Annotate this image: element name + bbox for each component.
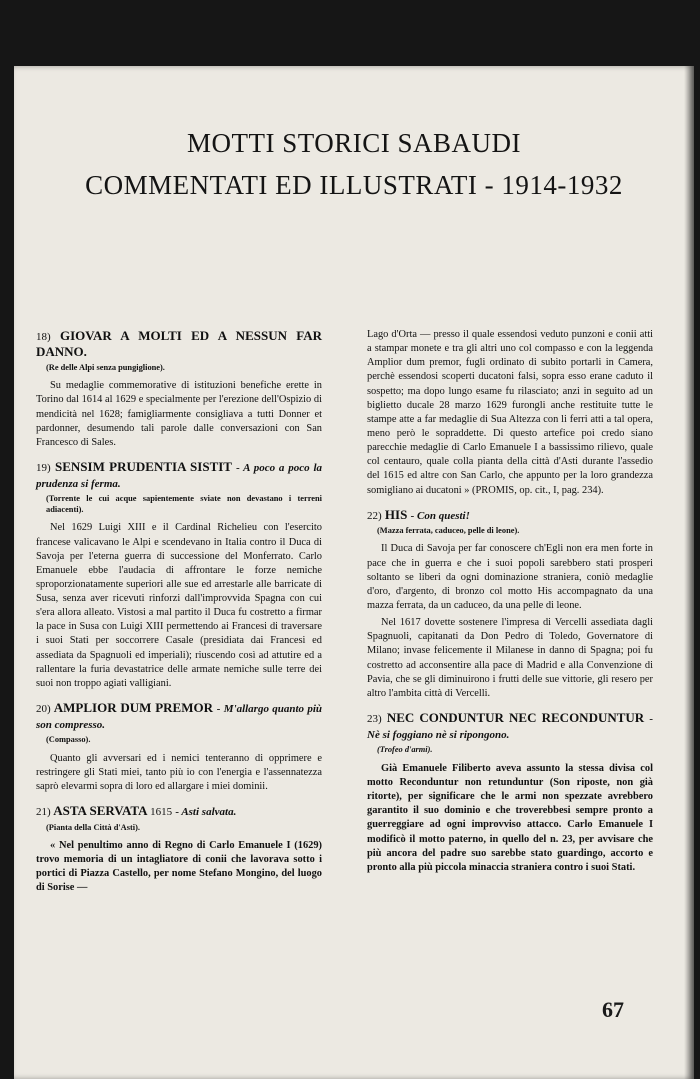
section-22 — [367, 507, 653, 701]
section-title: GIOVAR A MOLTI ED A NESSUN FAR DANNO. — [36, 328, 323, 360]
page-title-line-1: MOTTI STORICI SABAUDI — [186, 128, 521, 158]
section-note: (Torrente le cui acque sapientemente sviate non devastano i terreni adiacenti). — [46, 494, 322, 514]
page-number: 67 — [602, 997, 624, 1022]
section-title: NEC CONDUNTUR NEC RECONDUNTUR — [386, 709, 645, 725]
section-note: (Compasso). — [46, 735, 91, 745]
section-19 — [36, 459, 322, 691]
section-note: (Re delle Alpi senza pungiglione). — [46, 362, 165, 372]
book-page — [14, 66, 694, 1079]
section-motto: - Con questi! — [410, 509, 470, 522]
section-note: (Mazza ferrata, caduceo, pelle di leone). — [377, 525, 520, 535]
right-column — [367, 328, 653, 884]
section-title: SENSIM PRUDENTIA SISTIT — [55, 458, 232, 474]
section-heading — [36, 459, 322, 491]
section-number: 21) — [36, 806, 51, 819]
section-number: 23) — [367, 712, 382, 725]
section-number: 19) — [36, 461, 51, 474]
section-note: (Pianta della Città d'Asti). — [46, 822, 140, 832]
section-title: ASTA SERVATA — [53, 803, 147, 819]
left-column — [36, 328, 322, 905]
section-motto: - M'allargo quanto più son compresso. — [36, 703, 323, 732]
section-motto: - Asti salvata. — [175, 806, 237, 819]
section-20 — [36, 700, 322, 794]
section-title: AMPLIOR DUM PREMOR — [53, 700, 213, 716]
section-number: 18) — [36, 331, 51, 343]
paragraph: Il Duca di Savoja per far conoscere ch'Egli non era men forte in pace che in guerra e che i suoi popoli sarebbero stati prosperi soltanto se liberi da ogni dominazione straniera, coniò medaglie d'oro, d'argento, di bronzo col motto His accompagnato da una mazza ferrata, da un caduceo, da una pelle di leone. — [367, 543, 653, 611]
section-motto: - Nè si foggiano nè si ripongono. — [367, 712, 653, 742]
paragraph: Nel 1617 dovette sostenere l'impresa di Vercelli assediata dagli Spagnuoli, capitanati da Don Pedro di Toledo, Governatore di Milano; invase felicemente il Milanese in danno di Spagna; poi fu costretto ad acconsentire alla pace di Madrid e alla Convenzione di Pavia, che se gli diminuirono i frutti delle sue vittorie, gli resero per altro l'ambita città di Vercelli. — [367, 617, 653, 699]
section-heading — [36, 700, 322, 732]
section-heading — [367, 710, 653, 742]
section-heading — [36, 803, 322, 819]
section-23 — [367, 710, 653, 875]
section-18 — [36, 328, 322, 450]
paragraph-continued: Lago d'Orta — presso il quale essendosi veduto punzoni e conii atti a stampar monete e tra gli altri uno col compasso e con la leggenda Amplior dum premor, fugli ordinato di subito portarli in Camera, perchè essendosi scoperti ducatoni falsi, sopra esso erane caduto il sospetto; ma dopo lungo esame fu rilasciato; anzi in seguito ad un biglietto ducale 28 marzo 1629 furongli anche restituite tutte le stampe atte a far medaglie di Sua Altezza con li ferri atti a tal opera, meno però le sopraddette. Di questo artefice poi credo siano parecchie medaglie di Carlo Emanuele I a bassissimo rilievo, quale col centauro, quale colla pianta della città d'Asti durante l'assedio del 1615 ed altre con San Carlo, che appunto per la loro grandezza somigliano ai ducatoni » (PROMIS, op. cit., I, pag. 234). — [367, 329, 653, 496]
section-year: 1615 — [150, 806, 173, 819]
section-21 — [36, 803, 322, 895]
paragraph: Su medaglie commemorative di istituzioni benefiche erette in Torino dal 1614 al 1629 e specialmente per l'erezione dell'Ospizio di mendicità nel 1628; famigliarmente consigliava a tutti Donner et pardonner, desumendo tali parole dalle conversazioni con San Francesco di Sales. — [36, 380, 322, 448]
paragraph: Quanto gli avversari ed i nemici tenteranno di opprimere e restringere gli Stati miei, tanto più io con l'energia e l'assennatezza saprò elevarmi sopra di loro ed allargare i miei dominii. — [36, 752, 322, 793]
section-number: 22) — [367, 509, 382, 522]
paragraph: Nel 1629 Luigi XIII e il Cardinal Richelieu con l'esercito francese valicavano le Alpi e scendevano in Italia contro il Duca di Savoja per l'eterna guerra di successione del Monferrato. Carlo Emanuele ebbe l'audacia di affrontare le forze nemiche sproporzionatamente superiori alle sue ed arrestarle alle barricate di Susa, senza aver ricevuti rinforzi dall'improvvida Spagna con cui s'era allora alleato. Vistosi a mal partito il Duca fu costretto a firmar la pace in Susa con Luigi XIII permettendo ai Francesi di traversare i suoi Stati per soccorrere Casale (presidiata dai Francesi ed assediata da Spagnuoli ed imperiali); riuscendo così ad attutire ed a rallentare la furia devastatrice delle armate nemiche sulle terre dei suoi non troppo agiati valligiani. — [36, 522, 322, 689]
paragraph: « Nel penultimo anno di Regno di Carlo Emanuele I (1629) trovo memoria di un intagliatore di conii che lavorava sotto i portici di Piazza Castello, per nome Stefano Mongino, del luogo di Sorise — — [36, 840, 322, 894]
paragraph: Già Emanuele Filiberto aveva assunto la stessa divisa col motto Reconduntur non retunduntur (Son riposte, non già ritorte), per significare che le armi non spezzate avrebbero garantito il suo dominio e che troverebbesi sempre pronto a guerreggiare ad ogni improvviso attacco. Carlo Emanuele I modificò il motto paterno, in quello del n. 23, per avvisare che più ancora del padre suo sarebbe stato guardingo, accorto e pronto alla più piccola minaccia straniera contro i suoi Stati. — [367, 762, 653, 873]
section-motto: - A poco a poco la prudenza si ferma. — [36, 461, 322, 491]
section-title: HIS — [384, 506, 408, 522]
section-number: 20) — [36, 703, 51, 716]
section-heading — [367, 507, 653, 523]
section-heading — [36, 328, 322, 360]
section-note: (Trofeo d'armi). — [377, 745, 433, 755]
page-title-line-2: COMMENTATI ED ILLUSTRATI - 1914-1932 — [85, 170, 623, 200]
